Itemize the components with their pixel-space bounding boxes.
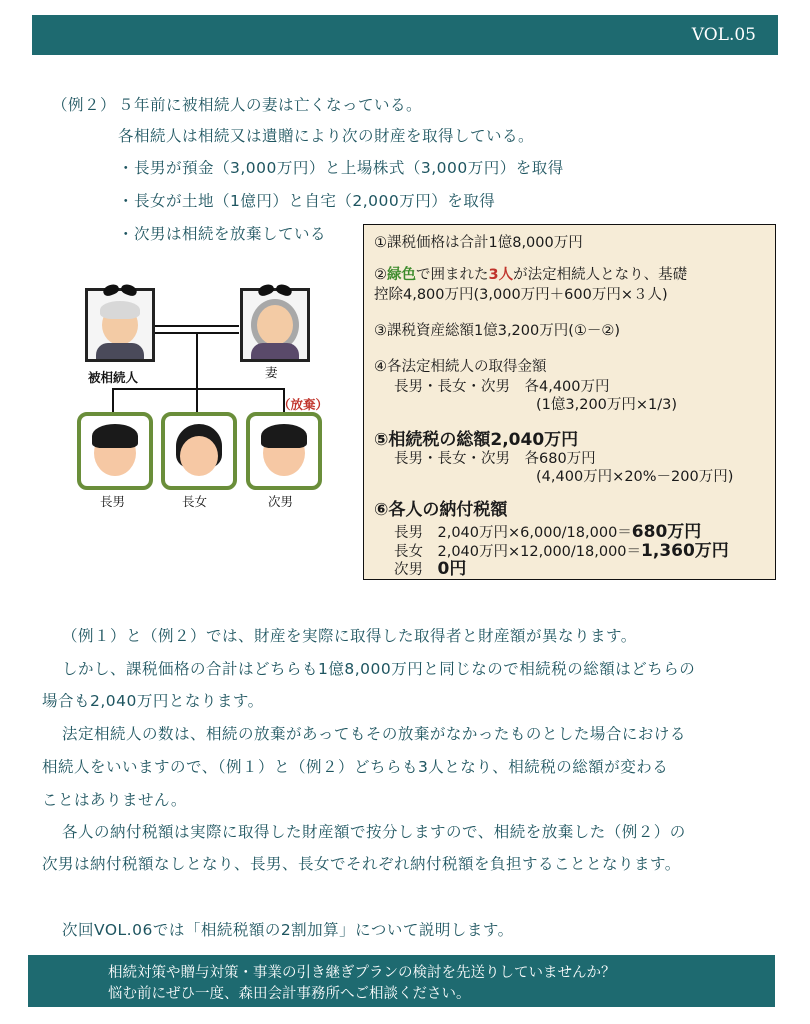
calc-step-2-cont: 控除4,800万円(3,000万円＋600万円×３人)	[374, 287, 668, 303]
header-bar	[32, 15, 778, 55]
son1-drop-line	[112, 388, 114, 412]
wife-label: 妻	[265, 365, 278, 380]
bullet-son2: ・次男は相続を放棄している	[118, 225, 327, 243]
bullet-daughter: ・長女が土地（1億円）と自宅（2,000万円）を取得	[118, 192, 496, 210]
deceased-portrait	[85, 288, 155, 362]
example-label: （例２）	[52, 96, 117, 114]
calculation-box	[363, 224, 776, 580]
wife-portrait	[240, 288, 310, 362]
elderly-man-icon	[102, 305, 138, 345]
calc-step-4: ④各法定相続人の取得金額	[374, 359, 547, 375]
paragraph-3-line-3: ことはありません。	[42, 791, 187, 809]
calc-step-5-a: 長男・長女・次男 各680万円	[394, 451, 596, 467]
girl-face-icon	[180, 436, 218, 476]
calc-step-5: ⑤相続税の総額2,040万円	[374, 430, 579, 450]
paragraph-3-line-1: 法定相続人の数は、相続の放棄があってもその放棄がなかったものとした場合における	[62, 725, 686, 743]
volume-label: VOL.05	[691, 25, 756, 45]
calc-step-6: ⑥各人の納付税額	[374, 500, 508, 520]
hair-icon	[261, 424, 307, 448]
son2-label: 次男	[268, 494, 294, 509]
paragraph-3-line-2: 相続人をいいますので、（例１）と（例２）どちらも3人となり、相続税の総額が変わる	[42, 758, 669, 776]
calc-step-1: ①課税価格は合計1億8,000万円	[374, 235, 583, 251]
next-issue-note: 次回VOL.06では「相続税額の2割加算」について説明します。	[62, 921, 514, 939]
intro-line-1: ５年前に被相続人の妻は亡くなっている。	[118, 96, 423, 114]
calc-step-5-b: (4,400万円×20%－200万円)	[536, 469, 734, 485]
paragraph-2-line-1: しかし、課税価格の合計はどちらも1億8,000万円と同じなので相続税の総額はどちらの	[62, 660, 696, 678]
calc-step-4-a: 長男・長女・次男 各4,400万円	[394, 379, 610, 395]
calc-step-6-son1: 長男 2,040万円×6,000/18,000＝680万円	[394, 522, 702, 542]
marriage-line-top	[155, 325, 239, 327]
deceased-label: 被相続人	[88, 370, 139, 385]
intro-line-2: 各相続人は相続又は遺贈により次の財産を取得している。	[118, 127, 535, 145]
son2-box	[246, 412, 322, 490]
son1-box	[77, 412, 153, 490]
paragraph-4-line-1: 各人の納付税額は実際に取得した財産額で按分しますので、相続を放棄した（例２）の	[62, 823, 686, 841]
footer-line-2: 悩む前にぜひ一度、森田会計事務所へご相談ください。	[108, 986, 471, 1002]
renounced-label: （放棄）	[278, 397, 329, 412]
daughter-label: 長女	[182, 494, 208, 509]
calc-step-6-daughter: 長女 2,040万円×12,000/18,000＝1,360万円	[394, 541, 729, 561]
son1-label: 長男	[100, 494, 126, 509]
mourning-ribbon-icon	[258, 285, 292, 297]
mourning-ribbon-icon	[103, 285, 137, 297]
calc-step-2: ②緑色で囲まれた3人が法定相続人となり、基礎	[374, 267, 688, 283]
daughter-box	[161, 412, 237, 490]
daughter-drop-line	[196, 388, 198, 412]
paragraph-2-line-2: 場合も2,040万円となります。	[42, 692, 264, 710]
calc-step-3: ③課税資産総額1億3,200万円(①－②)	[374, 323, 621, 339]
footer-line-1: 相続対策や贈与対策・事業の引き継ぎプランの検討を先送りしていませんか？	[108, 965, 616, 981]
elderly-woman-icon	[257, 305, 293, 345]
hair-icon	[92, 424, 138, 448]
descent-line	[196, 334, 198, 389]
paragraph-1: （例１）と（例２）では、財産を実際に取得した取得者と財産額が異なります。	[62, 627, 637, 645]
paragraph-4-line-2: 次男は納付税額なしとなり、長男、長女でそれぞれ納付税額を負担することとなります。	[42, 855, 681, 873]
children-line	[112, 388, 284, 390]
footer-bar	[28, 955, 775, 1007]
calc-step-4-b: (1億3,200万円×1/3)	[536, 397, 678, 413]
bullet-son1: ・長男が預金（3,000万円）と上場株式（3,000万円）を取得	[118, 159, 564, 177]
calc-step-6-son2: 次男 0円	[394, 559, 467, 579]
